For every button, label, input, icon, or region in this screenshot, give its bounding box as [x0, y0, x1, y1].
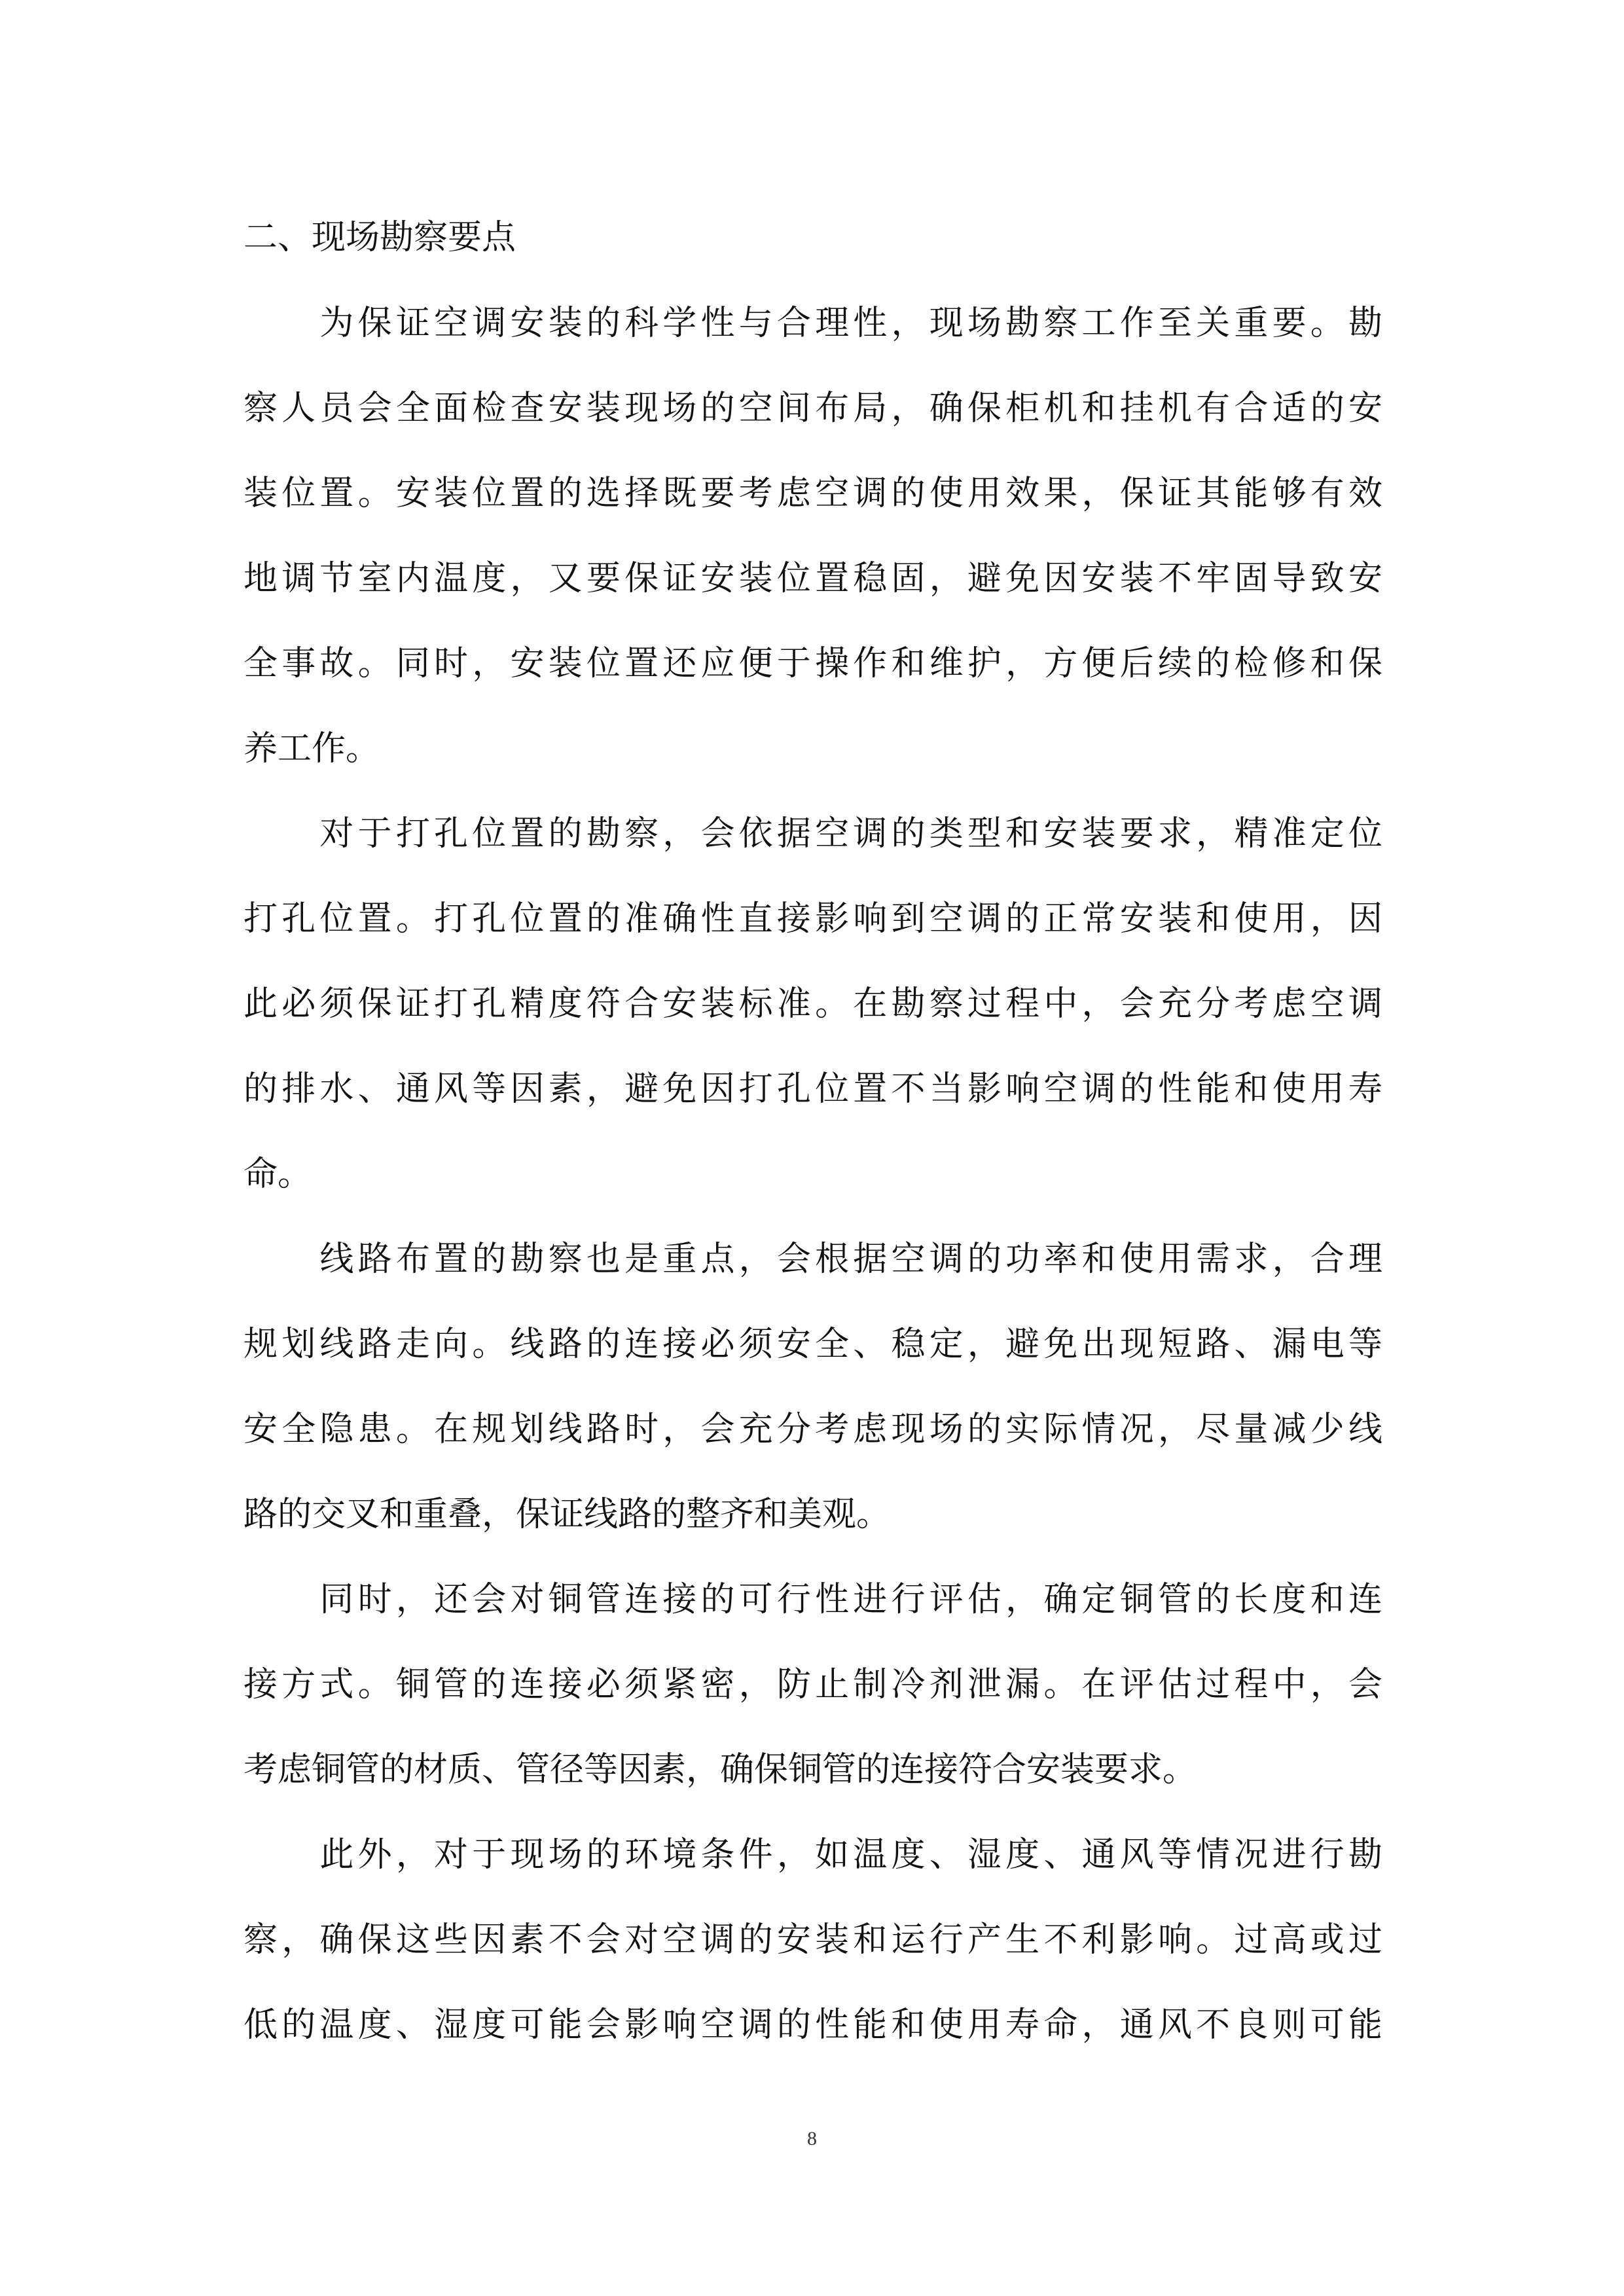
paragraph-2-line-5: 命。	[244, 1155, 312, 1194]
paragraph-1-line-2: 察人员会全面检查安装现场的空间布局，确保柜机和挂机有合适的安	[244, 389, 1382, 428]
paragraph-2-line-2: 打孔位置。打孔位置的准确性直接影响到空调的正常安装和使用，因	[244, 899, 1382, 939]
paragraph-3-line-1: 线路布置的勘察也是重点，会根据空调的功率和使用需求，合理	[244, 1240, 1382, 1279]
paragraph-4-line-2: 接方式。铜管的连接必须紧密，防止制冷剂泄漏。在评估过程中，会	[244, 1665, 1382, 1704]
paragraph-1-line-6: 养工作。	[244, 729, 380, 768]
page-number: 8	[807, 2128, 817, 2149]
paragraph-3-line-3: 安全隐患。在规划线路时，会充分考虑现场的实际情况，尽量减少线	[244, 1410, 1382, 1449]
section-heading: 二、现场勘察要点	[244, 218, 516, 257]
paragraph-1-line-3: 装位置。安装位置的选择既要考虑空调的使用效果，保证其能够有效	[244, 474, 1382, 513]
paragraph-5-line-1: 此外，对于现场的环境条件，如温度、湿度、通风等情况进行勘	[244, 1835, 1382, 1874]
paragraph-2-line-1: 对于打孔位置的勘察，会依据空调的类型和安装要求，精准定位	[244, 814, 1382, 853]
paragraph-5-line-3: 低的温度、湿度可能会影响空调的性能和使用寿命，通风不良则可能	[244, 2005, 1382, 2045]
paragraph-2-line-4: 的排水、通风等因素，避免因打孔位置不当影响空调的性能和使用寿	[244, 1069, 1382, 1109]
paragraph-4-line-1: 同时，还会对铜管连接的可行性进行评估，确定铜管的长度和连	[244, 1580, 1382, 1619]
paragraph-1-line-4: 地调节室内温度，又要保证安装位置稳固，避免因安装不牢固导致安	[244, 559, 1382, 598]
paragraph-2-line-3: 此必须保证打孔精度符合安装标准。在勘察过程中，会充分考虑空调	[244, 984, 1382, 1024]
paragraph-5-line-2: 察，确保这些因素不会对空调的安装和运行产生不利影响。过高或过	[244, 1920, 1382, 1960]
paragraph-3-line-2: 规划线路走向。线路的连接必须安全、稳定，避免出现短路、漏电等	[244, 1325, 1382, 1364]
paragraph-4-line-3: 考虑铜管的材质、管径等因素，确保铜管的连接符合安装要求。	[244, 1750, 1197, 1789]
paragraph-3-line-4: 路的交叉和重叠，保证线路的整齐和美观。	[244, 1495, 891, 1534]
paragraph-1-line-5: 全事故。同时，安装位置还应便于操作和维护，方便后续的检修和保	[244, 644, 1382, 683]
paragraph-1-line-1: 为保证空调安装的科学性与合理性，现场勘察工作至关重要。勘	[244, 304, 1382, 343]
